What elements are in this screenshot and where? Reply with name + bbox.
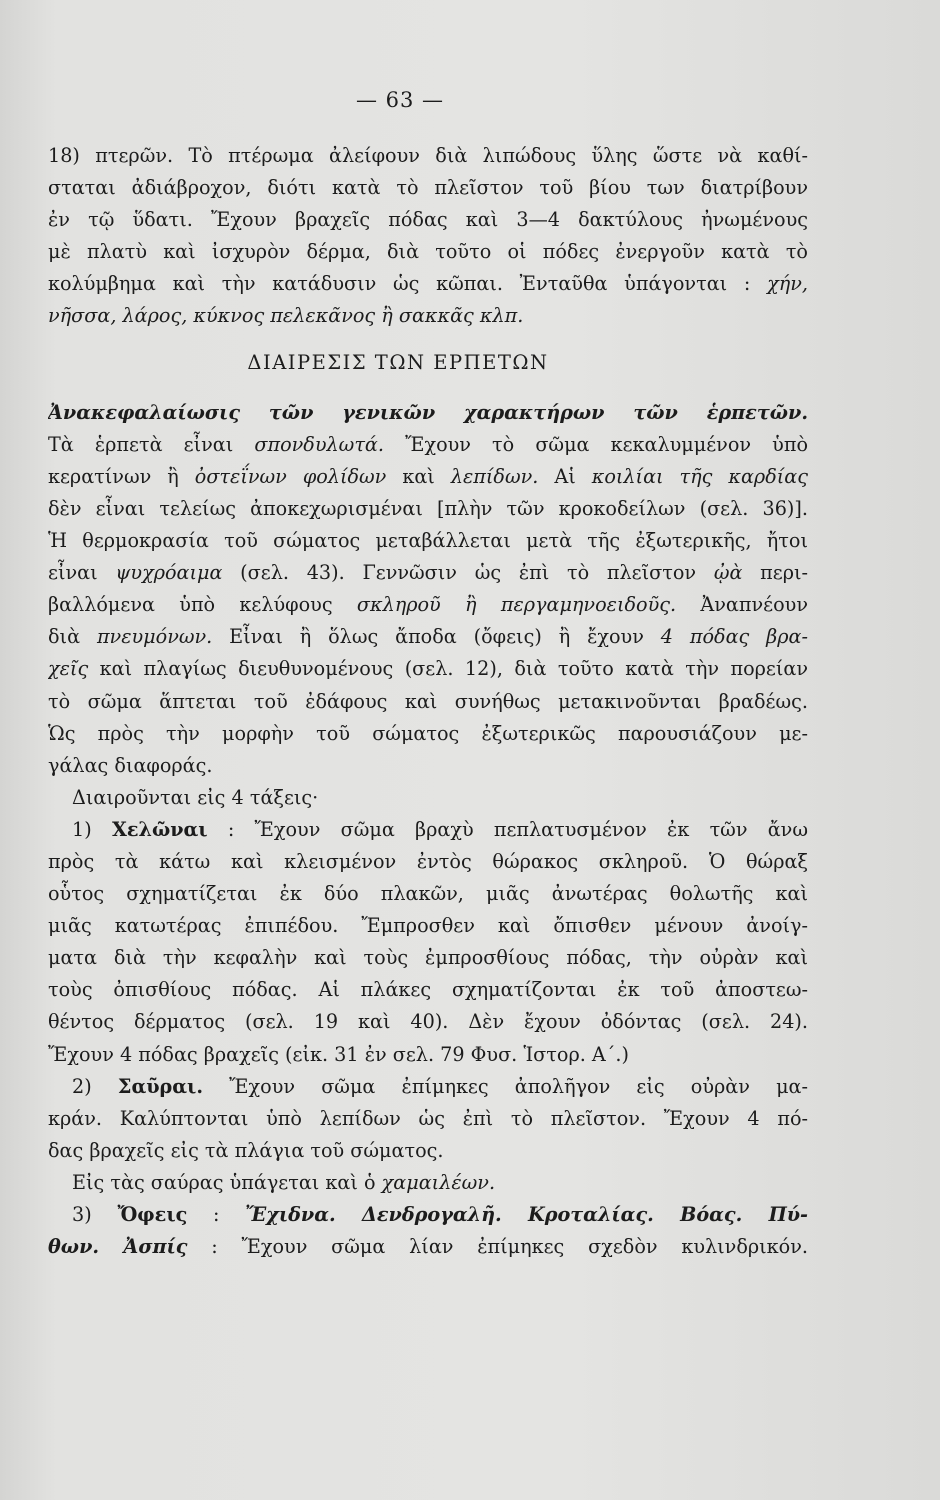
text-segment: ματα διὰ τὴν κεφαλὴν καὶ τοὺς ἐμπροσθίους πόδας, τὴν οὐρὰν καὶ <box>48 946 808 970</box>
text-line <box>48 686 808 718</box>
section-heading <box>48 347 808 379</box>
text-line <box>48 1231 808 1263</box>
text-segment: δὲν εἶναι τελείως ἀποκεχωρισμέναι [πλὴν τῶν κροκοδείλων (σελ. 36)]. <box>48 496 808 520</box>
text-segment: Τὰ ἑρπετὰ εἶναι <box>48 432 255 456</box>
text-segment: Ὡς πρὸς τὴν μορφὴν τοῦ σώματος ἐξωτερικῶς παρουσιάζουν με- <box>48 721 808 745</box>
text-segment: : Ἔχουν σῶμα βραχὺ πεπλατυσμένον ἐκ τῶν ἄνω <box>207 817 808 841</box>
text-line <box>48 621 808 653</box>
text-segment: πνευμόνων. <box>96 625 213 649</box>
text-segment: ΔΙΑΙΡΕΣΙΣ ΤΩΝ ΕΡΠΕΤΩΝ <box>247 350 549 374</box>
text-segment: : <box>187 1203 246 1226</box>
text-line <box>48 1039 808 1071</box>
text-segment: Εἰς τὰς σαύρας ὑπάγεται καὶ ὁ <box>72 1170 382 1194</box>
text-line <box>48 589 808 621</box>
text-segment: μὲ πλατὺ καὶ ἰσχυρὸν δέρμα, διὰ τοῦτο οἱ πόδες ἐνεργοῦν κατὰ τὸ <box>48 240 808 264</box>
text-segment: μιᾶς κατωτέρας ἐπιπέδου. Ἔμπροσθεν καὶ ὄπισθεν μένουν ἀνοίγ- <box>48 914 808 938</box>
text-segment: καὶ πλαγίως διευθυνομένους (σελ. 12), διὰ τοῦτο κατὰ τὴν πορείαν <box>88 657 808 681</box>
text-segment: Ἔχιδνα. Δενδρογαλῆ. Κροταλίας. Βόας. Πύ- <box>245 1203 808 1226</box>
text-line <box>48 718 808 750</box>
text-line <box>48 942 808 974</box>
text-segment: οὗτος σχηματίζεται ἐκ δύο πλακῶν, μιᾶς ἀνωτέρας θολωτῆς καὶ <box>48 882 808 906</box>
text-line <box>48 204 808 236</box>
text-segment: Ἀναπνέουν <box>676 593 808 617</box>
text-line <box>48 300 808 332</box>
text-line <box>48 236 808 268</box>
text-segment: γάλας διαφοράς. <box>48 753 213 777</box>
text-segment: τὸ σῶμα ἅπτεται τοῦ ἐδάφους καὶ συνήθως μετακινοῦνται βραδέως. <box>48 689 808 713</box>
text-segment: Εἶναι ἢ ὅλως ἄποδα (ὄφεις) ἢ ἔχουν <box>212 625 661 649</box>
text-line <box>48 878 808 910</box>
text-line <box>48 814 808 846</box>
text-line <box>48 974 808 1006</box>
text-segment: Ἔχουν σῶμα ἐπίμηκες ἀπολῆγον εἰς οὐρὰν μα- <box>203 1074 808 1098</box>
text-segment: τοὺς ὀπισθίους πόδας. Αἱ πλάκες σχηματίζονται ἐκ τοῦ ἀποστεω- <box>48 978 808 1002</box>
text-segment: κολύμβημα καὶ τὴν κατάδυσιν ὡς κῶπαι. Ἐνταῦθα ὑπάγονται : <box>48 272 768 296</box>
text-line <box>48 461 808 493</box>
text-segment: ὀστεΐνων φολίδων <box>194 464 387 488</box>
text-segment: ᾠὰ <box>713 561 743 585</box>
text-segment: νῆσσα, λάρος, κύκνος πελεκᾶνος ἢ σακκᾶς κλπ. <box>48 304 524 328</box>
text-segment: ψυχρόαιμα <box>115 561 223 585</box>
text-segment: (σελ. 43). Γεννῶσιν ὡς ἐπὶ τὸ πλεῖστον <box>222 561 714 585</box>
text-line <box>48 653 808 685</box>
text-line <box>48 397 808 429</box>
text-segment: εἶναι <box>48 561 116 585</box>
text-segment: 1) <box>72 817 112 841</box>
text-line <box>48 525 808 557</box>
text-line <box>48 782 808 814</box>
text-line <box>48 846 808 878</box>
text-line <box>48 557 808 589</box>
text-segment: λεπίδων. <box>450 464 539 488</box>
text-line <box>48 1103 808 1135</box>
text-segment: ἐν τῷ ὕδατι. Ἔχουν βραχεῖς πόδας καὶ 3—4 δακτύλους ἠνωμένους <box>48 208 808 232</box>
text-segment: Διαιροῦνται εἰς 4 τάξεις· <box>72 785 319 809</box>
text-segment: σπονδυλωτά. <box>254 432 384 456</box>
text-line <box>48 140 808 172</box>
text-segment: Ἀνακεφαλαίωσις τῶν γενικῶν χαρακτήρων τῶν ἑρπετῶν. <box>48 400 808 424</box>
text-segment: κερατίνων ἢ <box>48 464 195 488</box>
text-segment: δας βραχεῖς εἰς τὰ πλάγια τοῦ σώματος. <box>48 1138 444 1162</box>
text-segment: 18) πτερῶν. Τὸ πτέρωμα ἀλείφουν διὰ λιπώδους ὕλης ὥστε νὰ καθί- <box>48 144 808 167</box>
page-number: — 63 — <box>355 88 445 112</box>
text-segment: Σαῦραι. <box>117 1074 204 1098</box>
text-line <box>48 172 808 204</box>
text-segment: Αἱ <box>538 464 592 488</box>
text-line <box>48 493 808 525</box>
text-line <box>48 910 808 942</box>
text-segment: θων. Ἀσπίς <box>48 1235 188 1259</box>
text-segment: σταται ἀδιάβροχον, διότι κατὰ τὸ πλεῖστον τοῦ βίου των διατρίβουν <box>48 176 808 200</box>
text-segment: κοιλίαι τῆς καρδίας <box>591 464 808 488</box>
text-segment: Ἡ θερμοκρασία τοῦ σώματος μεταβάλλεται μετὰ τῆς ἐξωτερικῆς, ἤτοι <box>48 529 808 553</box>
text-line <box>48 1071 808 1103</box>
text-segment: χαμαιλέων. <box>381 1170 496 1194</box>
text-segment: 3) <box>72 1203 118 1226</box>
text-segment: χήν, <box>767 272 808 296</box>
text-segment: Ὄφεις <box>117 1203 188 1226</box>
body-text <box>48 140 808 1263</box>
text-segment: καὶ <box>386 464 451 488</box>
text-line <box>48 429 808 461</box>
text-segment: περι- <box>742 561 808 585</box>
text-line <box>48 1135 808 1167</box>
text-line <box>48 750 808 782</box>
text-segment: Ἔχουν τὸ σῶμα κεκαλυμμένον ὑπὸ <box>384 432 808 456</box>
text-segment: θέντος δέρματος (σελ. 19 καὶ 40). Δὲν ἔχουν ὀδόντας (σελ. 24). <box>48 1010 808 1034</box>
text-segment: κράν. Καλύπτονται ὑπὸ λεπίδων ὡς ἐπὶ τὸ πλεῖστον. Ἔχουν 4 πό- <box>48 1106 808 1130</box>
text-segment: 2) <box>72 1074 118 1098</box>
text-segment: χεῖς <box>48 657 89 681</box>
text-segment: πρὸς τὰ κάτω καὶ κλεισμένον ἐντὸς θώρακος σκληροῦ. Ὁ θώραξ <box>48 849 808 873</box>
text-segment: βαλλόμενα ὑπὸ κελύφους <box>48 593 357 617</box>
text-segment: διὰ <box>48 625 97 649</box>
text-line <box>48 1199 808 1231</box>
text-segment: : Ἔχουν σῶμα λίαν ἐπίμηκες σχεδὸν κυλινδρικόν. <box>187 1235 808 1259</box>
text-line <box>48 268 808 300</box>
text-line <box>48 1006 808 1038</box>
text-segment: Ἔχουν 4 πόδας βραχεῖς (εἰκ. 31 ἐν σελ. 79 Φυσ. Ἱστορ. Α΄.) <box>48 1042 629 1066</box>
text-line <box>48 1167 808 1199</box>
text-segment: σκληροῦ ἢ περγαμηνοειδοῦς. <box>356 593 677 617</box>
text-segment: 4 πόδας βρα- <box>660 625 808 649</box>
text-segment: Χελῶναι <box>111 817 208 841</box>
